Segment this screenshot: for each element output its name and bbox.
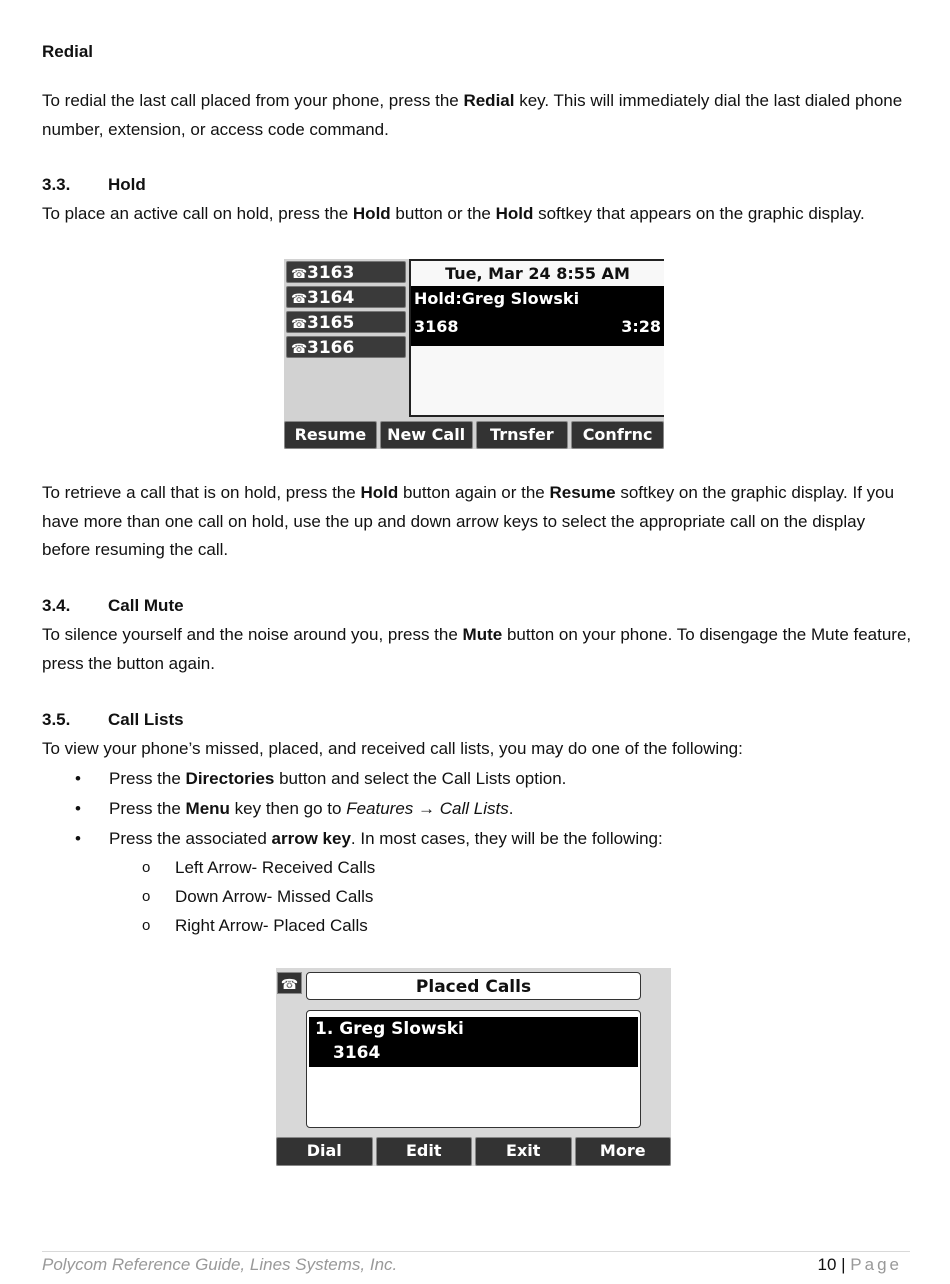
softkey-bar	[276, 1137, 671, 1166]
phone-icon: ☎	[277, 972, 302, 994]
section-heading-mute	[42, 596, 184, 616]
circle-bullet-icon: o	[142, 859, 151, 876]
hold-paragraph-1: To place an active call on hold, press the Hold button or the Hold softkey that appears on the graphic display.	[42, 204, 865, 223]
line-key-1: ☎3163	[286, 261, 406, 283]
date-time: Tue, Mar 24 8:55 AM	[445, 264, 630, 283]
arrow-key-options	[42, 853, 375, 940]
circle-bullet-icon: o	[142, 917, 151, 934]
softkey-transfer: Trnsfer	[476, 421, 569, 449]
redial-paragraph: To redial the last call placed from your phone, press the Redial key. This will immediately dial the last dialed phone number, extension, or access code command.	[42, 91, 903, 139]
heading-text: Call Mute	[108, 596, 184, 615]
section-heading-call-lists	[42, 710, 184, 730]
softkey-more: More	[575, 1137, 672, 1166]
list-item: • Press the Directories button and select the Call Lists option.	[42, 764, 663, 794]
line-key-4: ☎3166	[286, 336, 406, 358]
softkey-bar	[284, 421, 664, 449]
screen-title: Placed Calls	[306, 972, 641, 1000]
call-status: Hold:Greg Slowski	[414, 289, 580, 308]
call-extension: 3168	[414, 317, 459, 336]
call-list	[306, 1010, 641, 1128]
section-heading-redial	[42, 42, 93, 62]
page-number: 10 | Page	[817, 1255, 902, 1274]
sub-list-item: o Left Arrow- Received Calls	[42, 853, 375, 882]
entry-name: 1. Greg Slowski	[315, 1019, 464, 1039]
heading-text: Redial	[42, 42, 94, 61]
softkey-new-call: New Call	[380, 421, 473, 449]
list-item: • Press the Menu key then go to Features → Call Lists.	[42, 794, 663, 824]
mute-paragraph: To silence yourself and the noise around you, press the Mute button on your phone. To disengage the Mute feature, press the button again.	[42, 625, 912, 673]
bullet-icon: •	[75, 769, 81, 788]
selected-call-entry	[309, 1017, 638, 1067]
phone-icon: ☎	[291, 342, 308, 357]
line-key-2: ☎3164	[286, 286, 406, 308]
bullet-icon: •	[75, 829, 81, 848]
entry-extension: 3164	[333, 1043, 381, 1063]
section-number: 3.4.	[42, 596, 71, 615]
phone-icon: ☎	[291, 292, 308, 307]
section-number: 3.3.	[42, 175, 71, 194]
section-heading-hold	[42, 175, 146, 195]
softkey-dial: Dial	[276, 1137, 373, 1166]
page-number-value: 10	[817, 1255, 837, 1274]
call-duration: 3:28	[621, 317, 661, 336]
sub-list-item: o Right Arrow- Placed Calls	[42, 911, 375, 940]
section-number: 3.5.	[42, 710, 71, 729]
arrow-right-icon: →	[413, 799, 440, 818]
held-call-box	[411, 286, 664, 346]
list-item: • Press the associated arrow key. In most cases, they will be the following:	[42, 824, 663, 854]
softkey-edit: Edit	[376, 1137, 473, 1166]
circle-bullet-icon: o	[142, 888, 151, 905]
phone-display	[409, 259, 664, 417]
heading-text: Hold	[108, 175, 146, 194]
hold-paragraph-2: To retrieve a call that is on hold, press the Hold button again or the Resume softkey on the graphic display. If you have more than one call on hold, use the up and down arrow keys to select the appropriate call on the display before resuming the call.	[42, 483, 895, 559]
softkey-resume: Resume	[284, 421, 377, 449]
footer-divider	[42, 1251, 910, 1252]
heading-text: Call Lists	[108, 710, 184, 729]
call-lists-intro: To view your phone’s missed, placed, and received call lists, you may do one of the following:	[42, 739, 743, 758]
bullet-icon: •	[75, 799, 81, 818]
call-lists-options	[42, 764, 663, 854]
footer-title: Polycom Reference Guide, Lines Systems, Inc.	[42, 1255, 398, 1274]
phone-hold-screen	[284, 259, 664, 449]
sub-list-item: o Down Arrow- Missed Calls	[42, 882, 375, 911]
softkey-exit: Exit	[475, 1137, 572, 1166]
line-key-3: ☎3165	[286, 311, 406, 333]
phone-placed-calls-screen	[276, 968, 671, 1166]
phone-icon: ☎	[291, 267, 308, 282]
phone-icon: ☎	[291, 317, 308, 332]
softkey-conference: Confrnc	[571, 421, 664, 449]
page-word: Page	[850, 1255, 902, 1274]
